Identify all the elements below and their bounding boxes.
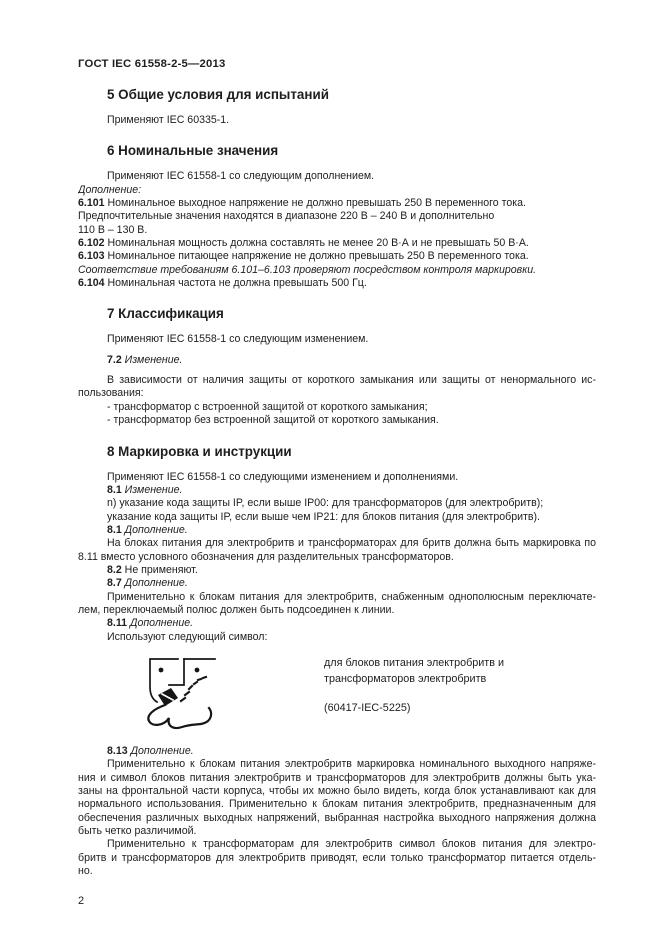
text-run: Дополнение. (127, 744, 194, 757)
text-run: Дополнение. (121, 577, 188, 590)
text-run: 6.104 (78, 277, 105, 290)
text-line (78, 224, 596, 237)
symbol-caption (324, 653, 504, 716)
text-line (78, 591, 596, 604)
text-line (78, 264, 596, 277)
text-run: Номинальная частота не должна превышать 500 Гц. (104, 277, 367, 290)
text-line (78, 354, 596, 367)
text-run: Используют следующий символ: (107, 630, 268, 643)
text-run: бритв и трансформаторов для электробритв приводят, если только трансформатор питается отдель- (78, 851, 596, 864)
text-run: 6.101 (78, 197, 105, 210)
text-line (78, 745, 596, 758)
text-line (78, 564, 596, 577)
section-heading (78, 306, 596, 322)
text-run: 6.102 (78, 237, 105, 250)
text-line (78, 812, 596, 825)
text-run: Применяют IEC 61558-1 со следующим изменением. (107, 333, 369, 346)
text-run: Дополнение. (127, 617, 194, 630)
text-line (78, 577, 596, 590)
text-run: 8.11 (107, 617, 128, 630)
symbol-code: (60417-IEC-5225) (324, 701, 411, 714)
text-line (78, 604, 596, 617)
text-run: обеспечения различных выходных напряжений, выбранная настройка выходного напряжения должна (78, 811, 596, 824)
text-run: лем, переключаемый полюс должен быть подсоединен к линии. (78, 603, 395, 616)
text-line (78, 170, 596, 183)
text-line (78, 511, 596, 524)
text-line (78, 865, 596, 878)
text-run: Номинальное выходное напряжение не должно превышать 250 В переменного тока. (104, 197, 526, 210)
text-line (78, 551, 596, 564)
shaver-face-icon (140, 653, 240, 741)
text-line (78, 785, 596, 798)
text-run: быть четко различимой. (78, 825, 197, 838)
text-line (78, 484, 596, 497)
text-line (78, 852, 596, 865)
text-line (78, 114, 596, 127)
text-line (78, 758, 596, 771)
text-run: Применительно к блокам питания электробритв маркировка номинального выходного напряже- (107, 758, 596, 771)
document-header: ГОСТ IEC 61558-2-5—2013 (78, 58, 226, 70)
text-line (78, 471, 596, 484)
text-run: На блоках питания для электробритв и трансформаторах для бритв должна быть маркировка по (107, 537, 596, 550)
text-run: Изменение. (121, 353, 183, 366)
text-line (78, 277, 596, 290)
section-heading (78, 87, 596, 103)
shaver-symbol-figure (78, 653, 596, 741)
text-line (78, 798, 596, 811)
text-run: - трансформатор без встроенной защитой от короткого замыкания. (107, 414, 439, 427)
text-run: нормального использования. Применительно к блокам питания электробритв, предназначенным для (78, 798, 596, 811)
text-run: указание кода защиты IP, если выше чем IP21: для блоков питания (для электробритв). (107, 510, 540, 523)
text-line (78, 631, 596, 644)
section-heading (78, 143, 596, 159)
text-line (78, 838, 596, 851)
text-run: 8.1 (107, 523, 122, 536)
page-number: 2 (78, 895, 85, 908)
text-run: Изменение. (121, 483, 183, 496)
text-run: Применяют IEC 61558-1 со следующим дополнением. (107, 170, 375, 183)
text-run: 110 В – 130 В. (78, 223, 148, 236)
text-run: Не применяют. (121, 563, 198, 576)
text-run: Применительно к блокам питания для электробритв, снабженным однополюсным переключате- (107, 590, 596, 603)
text-run: В зависимости от наличия защиты от короткого замыкания или защиты от ненормального ис- (107, 374, 596, 387)
text-run: 8.11 вместо условного обозначения для разделительных трансформаторов. (78, 550, 454, 563)
text-line (78, 333, 596, 346)
text-run: 8 Маркировка и инструкции (107, 443, 292, 459)
text-run: заны на фронтальной части корпуса, чтобы их можно было видеть, когда блок устанавливают как для (78, 785, 596, 797)
symbol-caption-line1: для блоков питания электробритв и (324, 656, 505, 669)
section-heading (78, 444, 596, 460)
text-line (78, 237, 596, 250)
text-run: Применительно к трансформаторам для электробритв символ блоков питания для электро- (107, 838, 596, 851)
text-run: Дополнение: (78, 183, 142, 196)
text-run: 6 Номинальные значения (107, 143, 279, 159)
text-run: ния и символ блоков питания электробритв и трансформаторов для электробритв должны быть ука- (78, 771, 596, 784)
text-line (78, 524, 596, 537)
text-run: Номинальное питающее напряжение не должно превышать 250 В переменного тока. (104, 250, 529, 263)
text-line (78, 184, 596, 197)
text-line (78, 374, 596, 387)
text-line (78, 387, 596, 400)
text-run: Дополнение. (121, 523, 188, 536)
text-run: пользования: (78, 387, 144, 400)
text-run: 8.2 (107, 563, 122, 576)
text-run: 7 Классификация (107, 306, 224, 322)
text-run: Применяют IEC 60335-1. (107, 114, 230, 126)
text-line (78, 617, 596, 630)
text-line (78, 250, 596, 263)
text-line (78, 197, 596, 210)
text-run: но. (78, 865, 93, 878)
text-run: Номинальная мощность должна составлять не менее 20 В·А и не превышать 50 В·А. (104, 237, 529, 250)
text-run: 8.7 (107, 577, 122, 590)
text-run: Предпочтительные значения находятся в диапазоне 220 В – 240 В и дополнительно (78, 210, 495, 223)
symbol-caption-line2: трансформаторов электробритв (324, 672, 487, 685)
text-line (78, 772, 596, 785)
document-body (78, 87, 596, 878)
text-line (78, 537, 596, 550)
text-run: 6.103 (78, 250, 105, 263)
text-run: Применяют IEC 61558-1 со следующими изменением и дополнениями. (107, 470, 459, 483)
text-run: - трансформатор с встроенной защитой от короткого замыкания; (107, 400, 428, 413)
text-run: n) указание кода защиты IP, если выше IP00: для трансформаторов (для электробритв); (107, 497, 544, 510)
text-run: 8.1 (107, 483, 122, 496)
text-line (78, 414, 596, 427)
text-line (78, 497, 596, 510)
text-run: 5 Общие условия для испытаний (107, 87, 329, 102)
text-run: Соответствие требованиям 6.101–6.103 проверяют посредством контроля маркировки. (78, 263, 537, 276)
text-line (78, 825, 596, 838)
text-run: 7.2 (107, 353, 122, 366)
text-line (78, 401, 596, 414)
text-line (78, 210, 596, 223)
text-run: 8.13 (107, 744, 128, 757)
